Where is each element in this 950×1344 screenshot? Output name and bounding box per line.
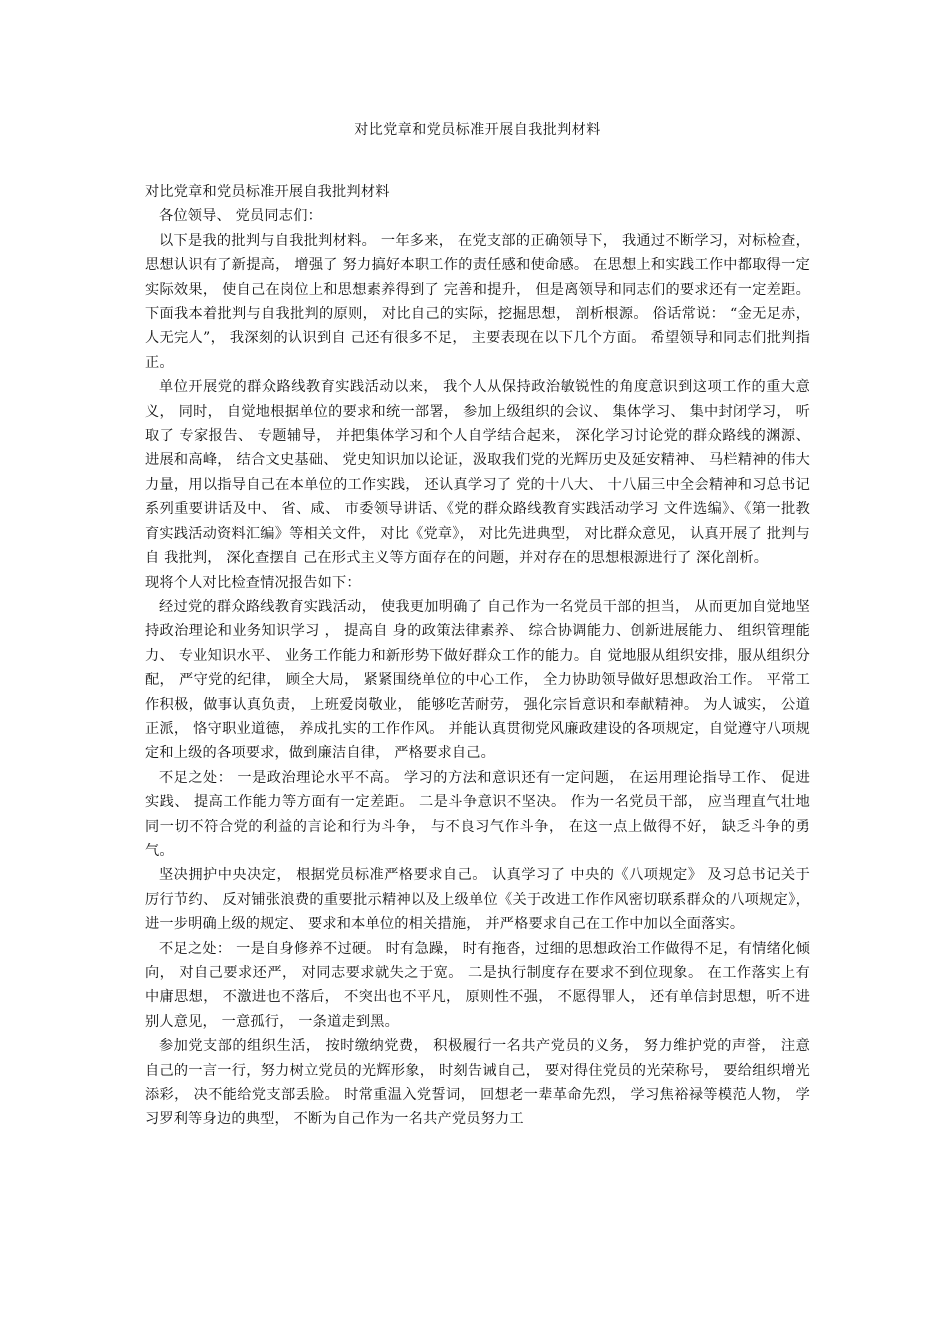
paragraph-shortcomings-2: 不足之处： 一是自身修养不过硬。 时有急躁， 时有拖沓，过细的思想政治工作做得不足，有情绪化倾向， 对自己要求还严， 对同志要求就失之于宽。 二是执行制度存在要求不到位现象。 在工作落实上有中庸思想， 不激进也不落后， 不突出也不平凡， 原则性不强， 不愿得罪人， 还有单信封思想，听不进别人意见， 一意孤行， 一条道走到黑。 xyxy=(145,940,810,1030)
document-title: 对比党章和党员标准开展自我批判材料 xyxy=(354,122,601,138)
document-heading: 对比党章和党员标准开展自我批判材料 xyxy=(145,184,390,200)
paragraph-experience: 经过党的群众路线教育实践活动， 使我更加明确了 自己作为一名党员干部的担当， 从而更加自觉地坚持政治理论和业务知识学习 ， 提高自 身的政策法律素养、 综合协调能力、创新进展能力、 组织管理能力、 专业知识水平、 业务工作能力和新形势下做好群众工作的能力。自 觉地服从组织安排，服从组织分配， 严守党的纪律， 顾全大局， 紧紧围绕单位的中心工作， 全力协助领导做好思想政治工作。 平常工作积极，做事认真负责， 上班爱岗敬业， 能够吃苦耐劳， 强化宗旨意识和奉献精神。 为人诚实， 公道正派， 恪守职业道德， 养成扎实的工作作风。 并能认真贯彻党风廉政建设的各项规定，自觉遵守八项规定和上级的各项要求，做到廉洁自律， 严格要求自己。 xyxy=(145,598,810,762)
document-page xyxy=(145,118,810,1132)
greeting: 各位领导、 党员同志们： xyxy=(159,208,322,225)
paragraph-report-lead: 现将个人对比检查情况报告如下： xyxy=(145,574,361,591)
paragraph-activity: 单位开展党的群众路线教育实践活动以来， 我个人从保持政治敏锐性的角度意识到这项工作的重大意义， 同时， 自觉地根据单位的要求和统一部署， 参加上级组织的会议、 集体学习、 集中封闭学习， 听取了 专家报告、 专题辅导， 并把集体学习和个人自学结合起来， 深化学习讨论党的群众路线的渊源、 进展和高峰， 结合文史基础、 党史知识加以论证，汲取我们党的光辉历史及延安精神、 马栏精神的伟大力量，用以指导自己在本单位的工作实践， 还认真学习了 党的十八大、 十八届三中全会精神和习总书记系列重要讲话及中、 省、咸、 市委领导讲话、《党的群众路线教育实践活动学习 文件选编》、《第一批教育实践活动资料汇编》等相关文件， 对比《党章》， 对比先进典型， 对比群众意见， 认真开展了 批判与自 我批判， 深化查摆自 己在形式主义等方面存在的问题，并对存在的思想根源进行了 深化剖析。 xyxy=(145,379,810,567)
document-body xyxy=(145,180,810,1132)
paragraph-intro: 以下是我的批判与自我批判材料。 一年多来， 在党支部的正确领导下， 我通过不断学习，对标检查， 思想认识有了新提高， 增强了 努力搞好本职工作的责任感和使命感。 在思想上和实践工作中都取得一定实际效果， 使自己在岗位上和思想素养得到了 完善和提升， 但是离领导和同志们的要求还有一定差距。 下面我本着批判与自我批判的原则， 对比自己的实际，挖掘思想， 剖析根源。 俗话常说： “金无足赤， 人无完人”， 我深刻的认识到自 己还有很多不足， 主要表现在以下几个方面。 希望领导和同志们批判指正。 xyxy=(145,232,810,371)
paragraph-party-life: 参加党支部的组织生活， 按时缴纳党费， 积极履行一名共产党员的义务， 努力维护党的声誉， 注意自己的一言一行，努力树立党员的光辉形象， 时刻告诫自己， 要对得住党员的光荣称号， 要给组织增光添彩， 决不能给党支部丢脸。 时常重温入党誓词， 回想老一辈革命先烈， 学习焦裕禄等模范人物， 学习罗利等身边的典型， 不断为自己作为一名共产党员努力工 xyxy=(145,1038,810,1128)
paragraph-central-decision: 坚决拥护中央决定， 根据党员标准严格要求自己。 认真学习了 中央的《八项规定》 及习总书记关于厉行节约、 反对铺张浪费的重要批示精神以及上级单位《关于改进工作作风密切联系群众的八项规定》， 进一步明确上级的规定、 要求和本单位的相关措施， 并严格要求自己在工作中加以全面落实。 xyxy=(145,867,810,933)
paragraph-shortcomings-1: 不足之处： 一是政治理论水平不高。 学习的方法和意识还有一定问题， 在运用理论指导工作、 促进实践、 提高工作能力等方面有一定差距。 二是斗争意识不坚决。 作为一名党员干部， 应当理直气壮地同一切不符合党的利益的言论和行为斗争， 与不良习气作斗争， 在这一点上做得不好， 缺乏斗争的勇气。 xyxy=(145,769,810,859)
